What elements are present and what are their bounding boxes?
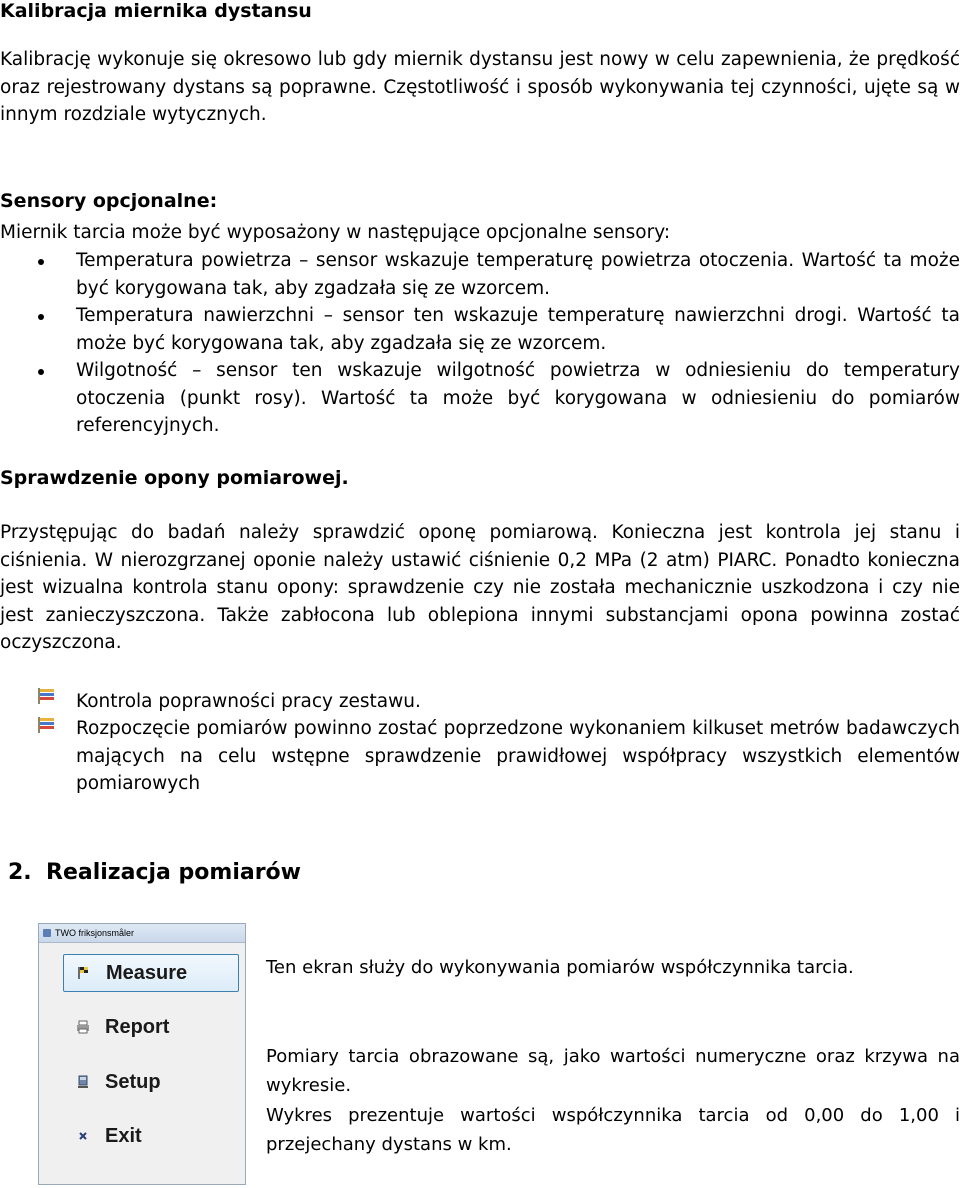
measure-para-2: Pomiary tarcia obrazowane są, jako wartości numeryczne oraz krzywa na wykresie. — [266, 1046, 960, 1096]
calibration-title: Kalibracja miernika dystansu — [0, 0, 312, 22]
bullet-icon — [38, 259, 44, 265]
check-item-test-run: Rozpoczęcie pomiarów powinno zostać poprzedzone wykonaniem kilkuset metrów badawczych mających na celu wstępne sprawdzenie prawidłowej współpracy wszystkich elementów pomiarowych — [76, 718, 960, 794]
measure-para-1: Ten ekran służy do wykonywania pomiarów współczynnika tarcia. — [266, 957, 854, 978]
setup-button[interactable] — [63, 1064, 239, 1102]
exit-label: Exit — [105, 1125, 142, 1147]
app-window — [38, 923, 246, 1185]
measure-section-title: Realizacja pomiarów — [46, 860, 301, 885]
check-item-system: Kontrola poprawności pracy zestawu. — [76, 691, 421, 712]
sensor-item-air-temp: Temperatura powietrza – sensor wskazuje temperaturę powietrza otoczenia. Wartość ta może być korygowana tak, aby zgadzała się ze wzorcem. — [76, 250, 960, 299]
bullet-icon — [38, 314, 44, 320]
app-icon — [43, 929, 51, 937]
setup-label: Setup — [105, 1071, 161, 1093]
section-number: 2. — [8, 860, 32, 885]
exit-button[interactable] — [63, 1118, 239, 1156]
checklist-flag-icon — [36, 716, 58, 734]
sensors-title: Sensory opcjonalne: — [0, 190, 218, 212]
sensors-intro: Miernik tarcia może być wyposażony w następujące opcjonalne sensory: — [0, 222, 671, 243]
report-label: Report — [105, 1016, 170, 1038]
checklist-flag-icon — [36, 687, 58, 705]
sensor-item-humidity: Wilgotność – sensor ten wskazuje wilgotność powietrza w odniesieniu do temperatury otoczenia (punkt rosy). Wartość ta może być korygowana w odniesieniu do pomiarów referencyjnych. — [76, 360, 960, 436]
computer-icon — [76, 1075, 90, 1089]
window-titlebar — [39, 924, 245, 943]
bullet-icon — [38, 369, 44, 375]
printer-icon — [76, 1020, 90, 1034]
report-button[interactable] — [63, 1009, 239, 1047]
sensor-item-surface-temp: Temperatura nawierzchni – sensor ten wskazuje temperaturę nawierzchni drogi. Wartość ta może być korygowana tak, aby zgadzała się ze wzorcem. — [76, 305, 960, 354]
tire-check-title: Sprawdzenie opony pomiarowej. — [0, 467, 349, 489]
measure-label: Measure — [106, 962, 188, 984]
measure-para-3: Wykres prezentuje wartości współczynnika tarcia od 0,00 do 1,00 i przejechany dystans w km. — [266, 1105, 960, 1155]
window-title: TWO friksjonsmåler — [55, 928, 135, 938]
close-icon — [76, 1129, 90, 1143]
flag-checkered-icon — [77, 966, 91, 980]
calibration-body: Kalibrację wykonuje się okresowo lub gdy miernik dystansu jest nowy w celu zapewnienia, że prędkość oraz rejestrowany dystans są poprawne. Częstotliwość i sposób wykonywania tej czynności, ujęte są w innym rozdziale wytycznych. — [0, 49, 960, 125]
measure-button[interactable] — [63, 954, 239, 992]
tire-check-body: Przystępując do badań należy sprawdzić oponę pomiarową. Konieczna jest kontrola jej stanu i ciśnienia. W nierozgrzanej oponie należy ustawić ciśnienie 0,2 MPa (2 atm) PIARC. Ponadto konieczna jest wizualna kontrola stanu opony: sprawdzenie czy nie została mechanicznie uszkodzona i czy nie jest zanieczyszczona. Także zabłocona lub oblepiona innymi substancjami opona powinna zostać oczyszczona. — [0, 522, 960, 653]
